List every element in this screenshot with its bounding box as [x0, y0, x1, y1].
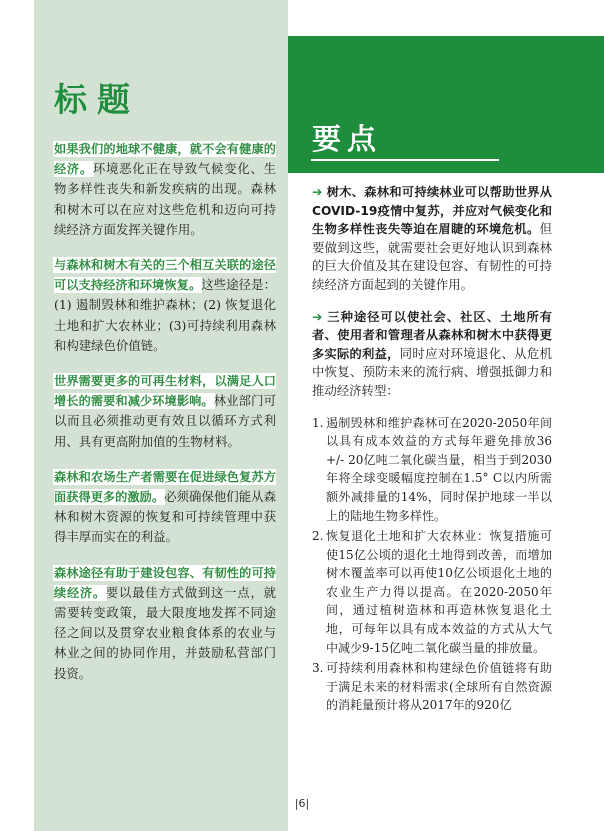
sidebar-block-4 — [54, 467, 276, 548]
page-number: |6| — [294, 797, 310, 810]
list-item-text: 可持续利用森林和构建绿色价值链将有助于满足未来的材料需求(全球所有自然资源的消耗量预计将从2017年的920亿 — [326, 661, 552, 713]
sidebar-block-highlight: 与森林和树木有关的三个相互关联的途径可以支持经济和环境恢复。 — [54, 258, 276, 293]
sidebar-block-text: 必须确保他们能从森林和树木资源的恢复和可持续管理中获得丰厚而实在的利益。 — [54, 489, 276, 545]
pathway-list — [312, 414, 552, 716]
sidebar-block-text: 这些途径是：(1) 遏制毁林和维护森林；(2) 恢复退化土地和扩大农林业；(3)可持续利用森林和构建绿色价值链。 — [54, 277, 277, 353]
key-point-2 — [312, 308, 552, 401]
key-point-bold: 树木、森林和可持续林业可以帮助世界从COVID-19疫情中复苏，并应对气候变化和生物多样性丧失等迫在眉睫的环境危机。 — [312, 185, 552, 237]
sidebar-block-highlight: 如果我们的地球不健康，就不会有健康的经济。 — [54, 142, 276, 177]
key-points-content — [312, 183, 552, 717]
list-item-text: 恢复退化土地和扩大农林业：恢复措施可使15亿公顷的退化土地得到改善，而增加树木覆盖率可以再使10亿公顷退化土地的农业生产力得以提高。在2020-2050年间，通过植树造林和再造林恢复退化土地，可每年以具有成本效益的方式从大气中减少9-15亿吨二氧化碳当量的排放量。 — [326, 529, 552, 655]
sidebar-block-highlight: 世界需要更多的可再生材料，以满足人口增长的需要和减少环境影响。 — [54, 374, 276, 409]
key-points-title: 要点 — [312, 122, 383, 156]
key-point-text: 但要做到这些，就需要社会更好地认识到森林的巨大价值及其在建设包容、有韧性的可持续经济方面起到的关键作用。 — [312, 221, 552, 292]
list-item-text: 遏制毁林和维护森林可在2020-2050年间以具有成本效益的方式每年避免排放36 +/- 20亿吨二氧化碳当量，相当于到2030年将全球变暖幅度控制在1.5° C以内所需额外减排量的14%，同时保护地球一半以上的陆地生物多样性。 — [326, 415, 552, 523]
sidebar-title: 标题 — [54, 80, 140, 119]
title-underline — [311, 159, 499, 161]
key-point-text: 同时应对环境退化、从危机中恢复、预防未来的流行病、增强抵御力和推动经济转型： — [312, 345, 553, 398]
sidebar-block-text: 林业部门可以而且必须推动更有效且以循环方式利用、具有更高附加值的生物材料。 — [54, 393, 277, 449]
sidebar-block-3 — [54, 371, 276, 452]
list-item — [312, 414, 552, 526]
list-item — [312, 527, 552, 657]
list-number: 1. — [312, 415, 324, 430]
sidebar-block-1 — [54, 139, 276, 240]
sidebar-block-5 — [54, 563, 276, 684]
key-point-bold: 三种途径可以使社会、社区、土地所有者、使用者和管理者从森林和树木中获得更多实际的利益， — [312, 309, 552, 361]
sidebar-block-text: 环境恶化正在导致气候变化、生物多样性丧失和新发疾病的出现。森林和树木可以在应对这些危机和迈向可持续经济方面发挥关键作用。 — [54, 161, 277, 237]
sidebar-block-text: 要以最佳方式做到这一点，就需要转变政策，最大限度地发挥不同途径之间以及贯穿农业粮食体系的农业与林业之间的协同作用，并鼓励私营部门投资。 — [54, 584, 277, 681]
key-point-1 — [312, 183, 552, 295]
arrow-right-icon: ➔ — [312, 308, 323, 324]
sidebar-block-highlight: 森林和农场生产者需要在促进绿色复苏方面获得更多的激励。 — [54, 469, 276, 505]
list-number: 3. — [312, 661, 324, 676]
sidebar-blocks — [54, 139, 276, 699]
sidebar-block-2 — [54, 255, 276, 356]
sidebar-block-highlight: 森林途径有助于建设包容、有韧性的可持续经济。 — [54, 565, 276, 600]
list-item — [312, 659, 552, 715]
arrow-right-icon: ➔ — [312, 184, 323, 199]
list-number: 2. — [312, 529, 324, 544]
